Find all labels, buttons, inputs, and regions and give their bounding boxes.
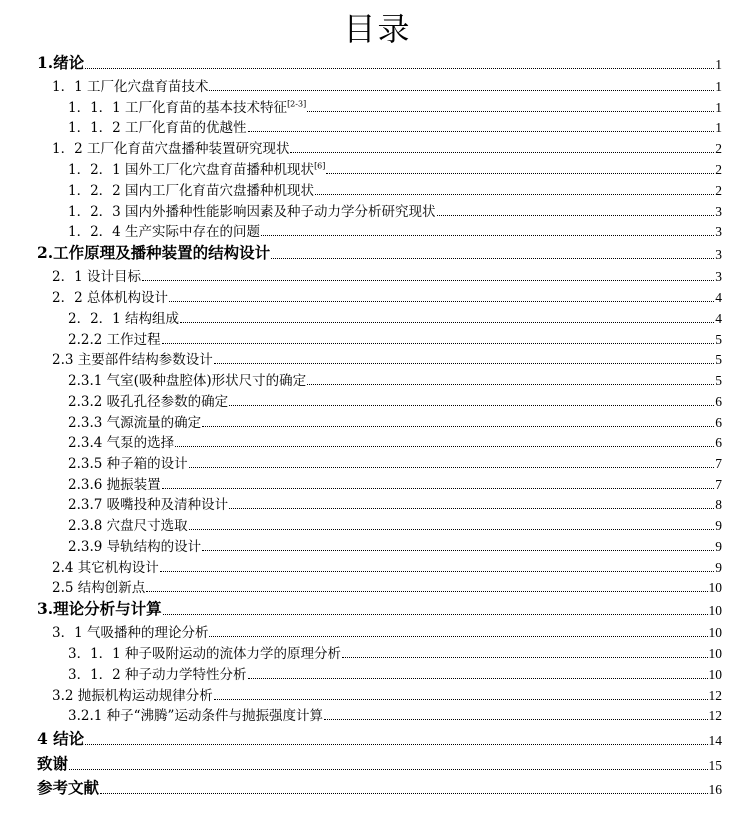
toc-entry-label: 1．1．2 工厂化育苗的优越性	[68, 119, 247, 136]
toc-entry-label: 2.工作原理及播种装置的结构设计	[37, 243, 271, 263]
toc-entry-label: 2.3.1 气室(吸种盘腔体)形状尺寸的确定	[68, 372, 307, 389]
toc-entry-page-number: 2	[715, 140, 722, 156]
toc-entry[interactable]	[68, 96, 722, 116]
toc-entry-label: 致谢	[37, 754, 69, 774]
toc-entry-label: 2.3.4 气泵的选择	[68, 434, 175, 451]
dot-leader	[142, 280, 714, 281]
toc-entry-label: 3．1．2 种子动力学特性分析	[68, 666, 247, 683]
toc-entry-label: 2.3.6 抛振装置	[68, 476, 161, 493]
toc-entry-page-number: 7	[715, 455, 722, 471]
toc-entry-label: 2．2 总体机构设计	[52, 289, 168, 306]
toc-entry-page-number: 3	[715, 268, 722, 284]
dot-leader	[324, 719, 708, 720]
toc-entry-label: 2.5 结构创新点	[52, 579, 146, 596]
toc-entry[interactable]	[52, 621, 722, 641]
toc-entry-page-number: 6	[715, 434, 722, 450]
toc-entry[interactable]	[52, 576, 722, 596]
toc-entry[interactable]	[52, 556, 722, 576]
toc-entry[interactable]	[37, 752, 722, 774]
toc-entry-page-number: 1	[715, 56, 722, 72]
dot-leader	[290, 152, 714, 153]
toc-entry[interactable]	[37, 776, 722, 798]
toc-entry-page-number: 10	[708, 624, 722, 640]
dot-leader	[189, 467, 715, 468]
toc-entry-label: 1．2．4 生产实际中存在的问题	[68, 223, 261, 240]
toc-entry[interactable]	[52, 286, 722, 306]
toc-entry-label: 3．1．1 种子吸附运动的流体力学的原理分析	[68, 645, 342, 662]
dot-leader	[214, 363, 714, 364]
toc-entry[interactable]	[37, 727, 722, 749]
toc-entry-page-number: 10	[708, 602, 722, 618]
dot-leader	[146, 591, 707, 592]
dot-leader	[162, 488, 715, 489]
toc-entry-page-number: 1	[715, 99, 722, 115]
dot-leader	[85, 68, 714, 69]
toc-entry-label: 2.2.2 工作过程	[68, 331, 161, 348]
dot-leader	[160, 571, 714, 572]
toc-entry-label: 1．2．1 国外工厂化穴盘育苗播种机现状[6]	[68, 161, 326, 178]
dot-leader	[202, 550, 714, 551]
toc-entry[interactable]	[52, 75, 722, 95]
toc-entry-label: 2.3.8 穴盘尺寸选取	[68, 517, 188, 534]
toc-entry[interactable]	[37, 51, 722, 73]
toc-entry-page-number: 10	[708, 579, 722, 595]
dot-leader	[202, 426, 714, 427]
toc-entry[interactable]	[68, 411, 722, 431]
dot-leader	[180, 322, 714, 323]
toc-entry[interactable]	[68, 220, 722, 240]
toc-entry[interactable]	[52, 137, 722, 157]
toc-entry-label: 3.理论分析与计算	[37, 599, 162, 619]
toc-entry-page-number: 1	[715, 78, 722, 94]
toc-entry-page-number: 7	[715, 476, 722, 492]
dot-leader	[189, 529, 715, 530]
dot-leader	[261, 235, 714, 236]
dot-leader	[307, 384, 714, 385]
toc-entry[interactable]	[68, 390, 722, 410]
toc-entry[interactable]	[68, 158, 722, 178]
dot-leader	[437, 215, 715, 216]
toc-entry-label: 3.2 抛振机构运动规律分析	[52, 687, 213, 704]
toc-entry[interactable]	[68, 179, 722, 199]
toc-entry[interactable]	[52, 265, 722, 285]
toc-entry[interactable]	[52, 684, 722, 704]
toc-entry[interactable]	[68, 328, 722, 348]
toc-entry[interactable]	[68, 116, 722, 136]
toc-entry-label: 1．2．3 国内外播种性能影响因素及种子动力学分析研究现状	[68, 203, 436, 220]
toc-entry[interactable]	[68, 200, 722, 220]
dot-leader	[214, 699, 708, 700]
toc-entry-page-number: 15	[708, 757, 722, 773]
toc-entry[interactable]	[68, 431, 722, 451]
toc-entry[interactable]	[68, 493, 722, 513]
toc-entry-label: 2.3.3 气源流量的确定	[68, 414, 202, 431]
dot-leader	[326, 173, 714, 174]
toc-entry-label: 2.4 其它机构设计	[52, 559, 159, 576]
dot-leader	[175, 446, 714, 447]
dot-leader	[162, 343, 715, 344]
toc-entry-label: 4 结论	[37, 729, 85, 749]
dot-leader	[271, 258, 714, 259]
toc-entry-page-number: 5	[715, 372, 722, 388]
toc-entry-page-number: 12	[708, 687, 722, 703]
toc-entry[interactable]	[68, 369, 722, 389]
dot-leader	[169, 301, 714, 302]
toc-entry-page-number: 3	[715, 223, 722, 239]
toc-entry-label: 1．1．1 工厂化育苗的基本技术特征[2-3]	[68, 99, 307, 116]
toc-entry[interactable]	[68, 704, 722, 724]
toc-entry[interactable]	[68, 663, 722, 683]
toc-entry-page-number: 1	[715, 119, 722, 135]
dot-leader	[229, 405, 714, 406]
toc-entry-page-number: 9	[715, 538, 722, 554]
toc-entry-label: 2．1 设计目标	[52, 268, 141, 285]
toc-entry-page-number: 14	[708, 732, 722, 748]
toc-entry[interactable]	[68, 642, 722, 662]
toc-entry-label: 2.3.5 种子箱的设计	[68, 455, 188, 472]
toc-entry[interactable]	[37, 597, 722, 619]
dot-leader	[248, 131, 715, 132]
toc-entry[interactable]	[37, 241, 722, 263]
toc-entry-label: 1．1 工厂化穴盘育苗技术	[52, 78, 209, 95]
dot-leader	[85, 744, 707, 745]
toc-entry-page-number: 5	[715, 331, 722, 347]
toc-entry-label: 1．2．2 国内工厂化育苗穴盘播种机现状	[68, 182, 315, 199]
toc-entry-page-number: 6	[715, 393, 722, 409]
toc-entry-label: 3．1 气吸播种的理论分析	[52, 624, 209, 641]
toc-entry-page-number: 6	[715, 414, 722, 430]
toc-entry-page-number: 9	[715, 517, 722, 533]
toc-entry-label: 3.2.1 种子“沸腾”运动条件与抛振强度计算	[68, 707, 323, 724]
toc-entry-label: 1．2 工厂化育苗穴盘播种装置研究现状	[52, 140, 290, 157]
toc-entry-page-number: 3	[715, 203, 722, 219]
toc-entry-page-number: 4	[715, 289, 722, 305]
toc-entry-page-number: 5	[715, 351, 722, 367]
dot-leader	[100, 793, 707, 794]
dot-leader	[209, 90, 714, 91]
toc-entry-label: 参考文献	[37, 778, 100, 798]
dot-leader	[229, 508, 714, 509]
toc-entry-page-number: 10	[708, 645, 722, 661]
toc-entry-label: 1.绪论	[37, 53, 85, 73]
dot-leader	[315, 194, 714, 195]
toc-entry-label: 2.3.2 吸孔孔径参数的确定	[68, 393, 229, 410]
toc-entry-label: 2．2．1 结构组成	[68, 310, 180, 327]
toc-entry-page-number: 12	[708, 707, 722, 723]
page-title: 目录	[343, 10, 412, 48]
toc-entry[interactable]	[68, 452, 722, 472]
toc-entry[interactable]	[52, 348, 722, 368]
toc-entry-label: 2.3 主要部件结构参数设计	[52, 351, 213, 368]
toc-entry[interactable]	[68, 307, 722, 327]
toc-entry-page-number: 9	[715, 559, 722, 575]
toc-entry[interactable]	[68, 473, 722, 493]
toc-entry-page-number: 8	[715, 496, 722, 512]
dot-leader	[307, 111, 714, 112]
toc-entry[interactable]	[68, 514, 722, 534]
toc-entry-page-number: 2	[715, 182, 722, 198]
toc-entry-page-number: 2	[715, 161, 722, 177]
toc-entry-label: 2.3.9 导轨结构的设计	[68, 538, 202, 555]
toc-entry-page-number: 4	[715, 310, 722, 326]
dot-leader	[209, 636, 707, 637]
toc-entry[interactable]	[68, 535, 722, 555]
toc-entry-label: 2.3.7 吸嘴投种及清种设计	[68, 496, 229, 513]
dot-leader	[69, 769, 707, 770]
citation-superscript: [6]	[314, 161, 326, 171]
toc-entry-page-number: 3	[715, 246, 722, 262]
dot-leader	[248, 678, 708, 679]
toc-entry-page-number: 16	[708, 781, 722, 797]
dot-leader	[342, 657, 707, 658]
toc-entry-page-number: 10	[708, 666, 722, 682]
dot-leader	[163, 614, 708, 615]
citation-superscript: [2-3]	[287, 99, 307, 109]
